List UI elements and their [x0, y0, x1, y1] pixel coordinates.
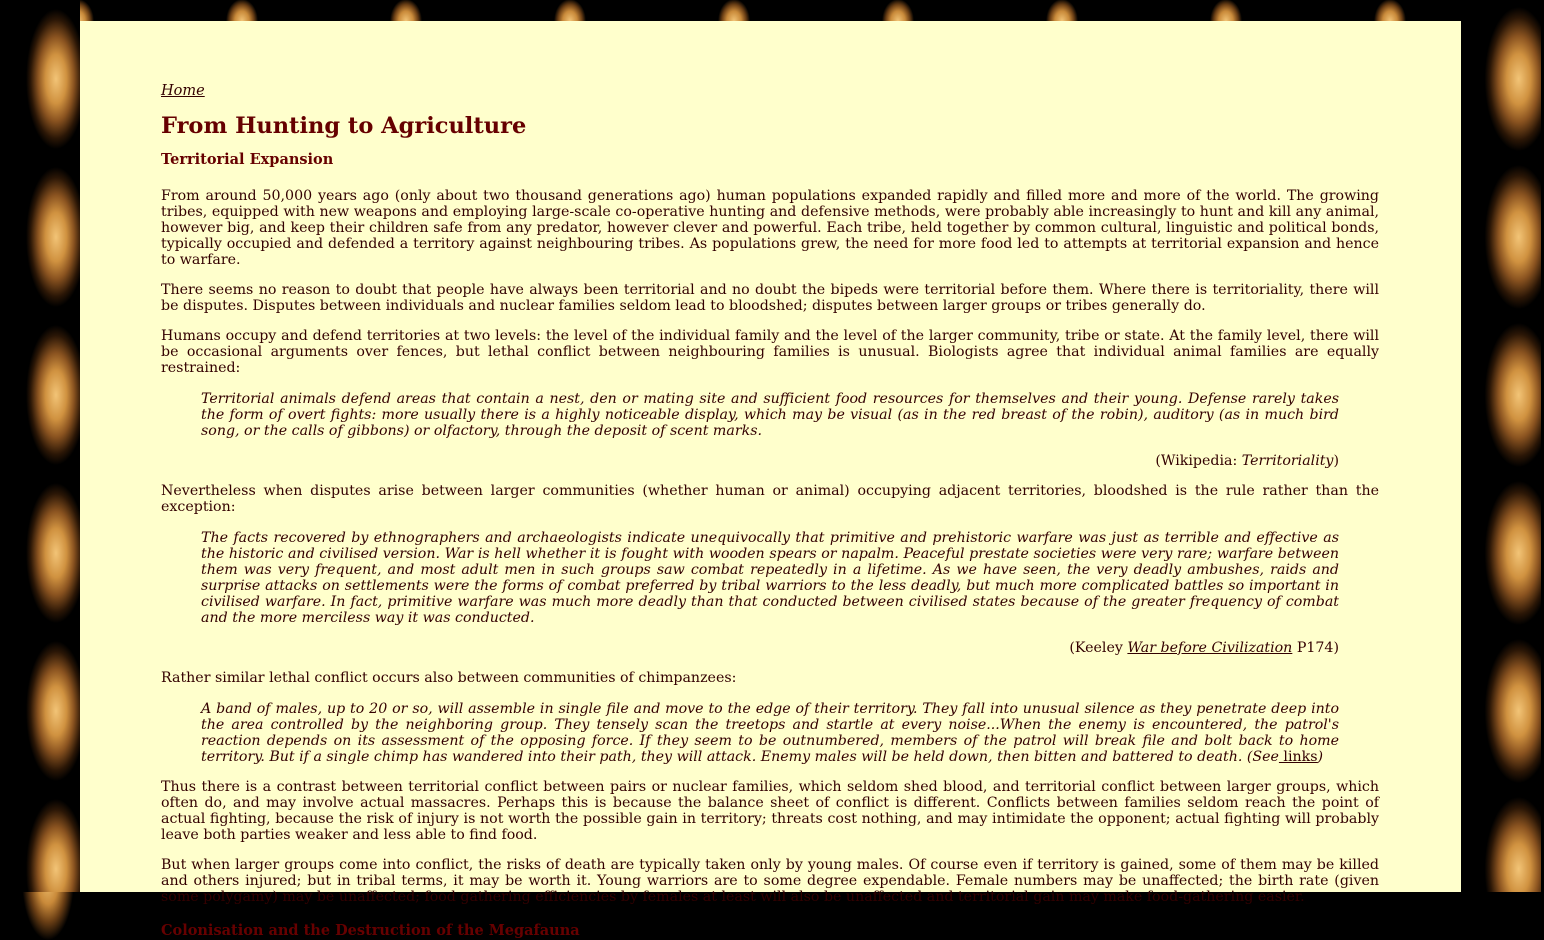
quote-chimp-end: ) — [1317, 749, 1324, 765]
citation-prefix: (Keeley — [1069, 640, 1128, 656]
citation-wikipedia — [201, 453, 1339, 469]
section-heading-colonisation: Colonisation and the Destruction of the Megafauna — [161, 922, 580, 939]
arrowhead-border-top — [80, 0, 1461, 21]
quote-chimpanzees — [201, 701, 1339, 765]
quote-wikipedia: Territorial animals defend areas that contain a nest, den or mating site and sufficient food resources for themselves and their young. Defense rarely takes the form of overt fights: more usually there is a highly noticeable display, which may be visual (as in the red breast of the robin), auditory (as in much bird song, or the calls of gibbons) or olfactory, through the deposit of scent marks. — [201, 391, 1339, 439]
paragraph-2: There seems no reason to doubt that people have always been territorial and no doubt the bipeds were territorial before them. Where there is territoriality, there will be disputes. Disputes between individuals and nuclear families seldom lead to bloodshed; disputes between larger groups or tribes generally do. — [161, 282, 1379, 314]
quote-keeley: The facts recovered by ethnographers and archaeologists indicate unequivocally that primitive and prehistoric warfare was just as terrible and effective as the historic and civilised version. War is hell whether it is fought with wooden spears or napalm. Peaceful prestate societies were very rare; warfare between them was very frequent, and most adult men in such groups saw combat repeatedly in a lifetime. As we have seen, the very deadly ambushes, raids and surprise attacks on settlements were the forms of combat preferred by tribal warriors to the less deadly, but much more complicated battles so important in civilised warfare. In fact, primitive warfare was much more deadly than that conducted between civilised states because of the greater frequency of combat and the more merciless way it was conducted. — [201, 530, 1339, 626]
paragraph-3: Humans occupy and defend territories at two levels: the level of the individual family and the level of the larger community, tribe or state. At the family level, there will be occasional arguments over fences, but lethal conflict between neighbouring families is unusual. Biologists agree that individual animal families are equally restrained: — [161, 328, 1379, 376]
home-link[interactable]: Home — [161, 83, 205, 99]
section-heading-territorial-expansion: Territorial Expansion — [161, 151, 334, 168]
paragraph-5: Rather similar lethal conflict occurs also between communities of chimpanzees: — [161, 670, 737, 686]
citation-keeley — [201, 640, 1339, 656]
citation-suffix: P174) — [1292, 640, 1339, 656]
paragraph-6: Thus there is a contrast between territorial conflict between pairs or nuclear families, which seldom shed blood, and territorial conflict between larger groups, which often do, and may involve actual massacres. Perhaps this is because the balance sheet of conflict is different. Conflicts between families seldom reach the point of actual fighting, because the risk of injury is not worth the possible gain in territory; threats cost nothing, and may intimidate the opponent; actual fighting will probably leave both parties weaker and less able to find food. — [161, 779, 1379, 843]
war-before-civilization-link[interactable]: War before Civilization — [1127, 640, 1293, 656]
quote-chimp-text: A band of males, up to 20 or so, will assemble in single file and move to the edge of their territory. They fall into unusual silence as they penetrate deep into the area controlled by the neighboring group. They tensely scan the treetops and startle at every noise...When the enemy is encountered, the patrol's reaction depends on its assessment of the opposing force. If they seem to be outnumbered, members of the patrol will break file and bolt back to home territory. But if a single chimp has wandered into their path, they will attack. Enemy males will be held down, then bitten and battered to death. (See — [201, 701, 1339, 765]
article — [161, 83, 1379, 940]
arrowhead-border-right — [1461, 0, 1544, 892]
paragraph-7: But when larger groups come into conflict, the risks of death are typically taken only by young males. Of course even if territory is gained, some of them may be killed and others injured; but in tribal terms, it may be worth it. Young warriors are to some degree expendable. Female numbers may be unaffected; the birth rate (given some polygamy) may be unaffected; food gathering efficiencies by females at least will also be unaffected and territorial gain may make food-gathering easier. — [161, 857, 1379, 905]
citation-suffix: ) — [1333, 453, 1339, 469]
paragraph-4: Nevertheless when disputes arise between larger communities (whether human or animal) occupying adjacent territories, bloodshed is the rule rather than the exception: — [161, 483, 1379, 515]
citation-title: Territoriality — [1241, 453, 1334, 469]
page-content-area — [80, 21, 1461, 939]
arrowhead-border-left — [0, 0, 80, 892]
page-title: From Hunting to Agriculture — [161, 113, 527, 139]
paragraph-1: From around 50,000 years ago (only about two thousand generations ago) human populations expanded rapidly and filled more and more of the world. The growing tribes, equipped with new weapons and employing large-scale co-operative hunting and defensive methods, were probably able increasingly to hunt and kill any animal, however big, and keep their children safe from any predator, however clever and powerful. Each tribe, held together by common cultural, linguistic and political bonds, typically occupied and defended a territory against neighbouring tribes. As populations grew, the need for more food led to attempts at territorial expansion and hence to warfare. — [161, 188, 1379, 268]
see-links-link[interactable]: links — [1278, 749, 1318, 765]
citation-prefix: (Wikipedia: — [1155, 453, 1242, 469]
